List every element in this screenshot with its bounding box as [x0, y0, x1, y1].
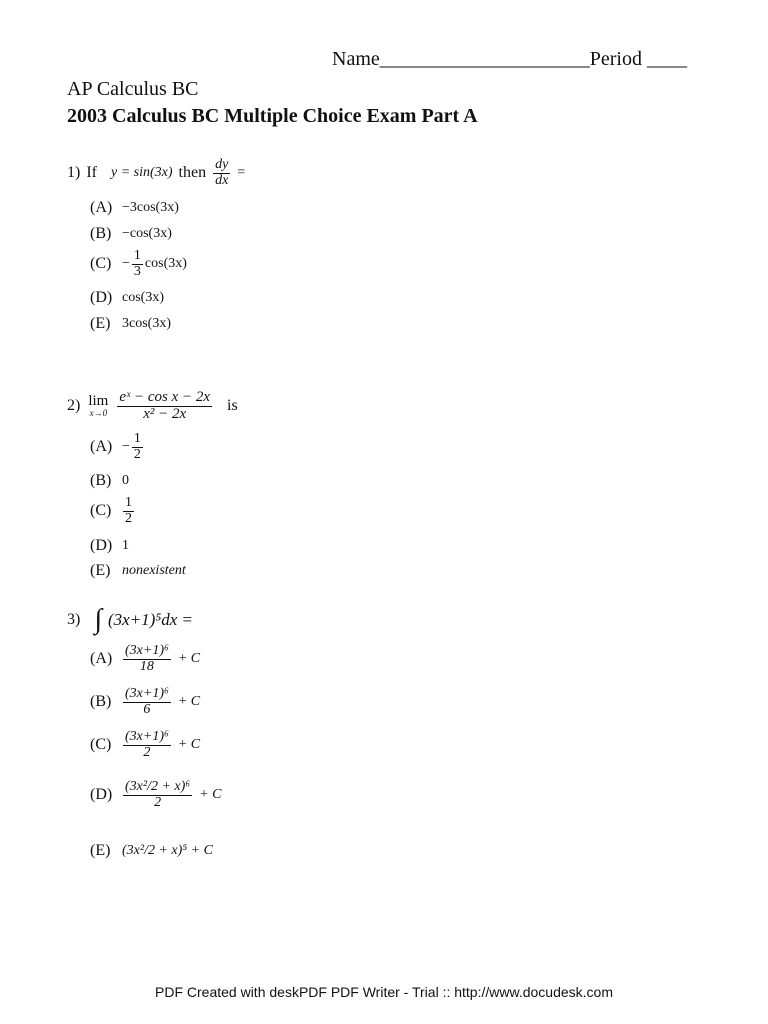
limit-operator [88, 394, 108, 418]
question-lead: If [86, 164, 97, 182]
option-fraction [132, 249, 143, 279]
derivative-fraction [213, 158, 230, 188]
fraction-numerator: (3x²/2 + x)⁶ [125, 779, 191, 794]
limit-label: lim [88, 393, 109, 410]
option-fraction [123, 730, 171, 760]
fraction-denominator: 2 [125, 510, 132, 526]
q3-option-c[interactable] [90, 730, 200, 760]
question-tail: is [227, 397, 238, 415]
option-value: (3x²/2 + x)⁵ + C [122, 843, 213, 858]
question-number: 1) [67, 164, 81, 182]
question-number: 2) [67, 397, 81, 415]
fraction-numerator: (3x+1)⁶ [125, 643, 169, 658]
q3-option-b[interactable] [90, 687, 200, 717]
q3-option-a[interactable] [90, 644, 200, 674]
derivative-denominator: dx [215, 172, 229, 188]
option-label: (A) [90, 199, 113, 216]
q1-option-b[interactable] [90, 225, 172, 243]
integral-expression: (3x+1)⁵dx = [108, 610, 194, 629]
option-label: (C) [90, 736, 112, 754]
option-fraction [123, 496, 134, 526]
q1-option-a[interactable] [90, 199, 179, 217]
question-1 [67, 158, 245, 188]
option-fraction [123, 644, 171, 674]
q1-option-e[interactable] [90, 315, 171, 333]
limit-fraction [117, 390, 212, 423]
fraction-denominator: 18 [139, 658, 154, 674]
q3-option-e[interactable] [90, 842, 213, 860]
course-title: AP Calculus BC [67, 78, 199, 100]
option-value: cos(3x) [122, 290, 164, 305]
option-fraction [123, 687, 171, 717]
option-value: −3cos(3x) [122, 200, 179, 215]
fraction-numerator: 1 [133, 248, 141, 263]
option-label: (E) [90, 315, 111, 332]
option-label: (A) [90, 650, 113, 668]
fraction-denominator: 2 [154, 794, 162, 810]
fraction-numerator: 1 [133, 431, 141, 446]
option-label: (B) [90, 225, 112, 242]
fraction-numerator: (3x+1)⁶ [125, 729, 169, 744]
option-fraction [132, 432, 143, 462]
name-period-line: Name_____________________Period ____ [332, 48, 687, 70]
question-then: then [178, 164, 207, 182]
question-2 [67, 390, 238, 423]
q3-option-d[interactable] [90, 780, 221, 810]
option-label: (B) [90, 472, 112, 489]
option-fraction [123, 780, 192, 810]
option-prefix: − [122, 256, 130, 272]
fraction-denominator: 3 [133, 263, 141, 279]
option-label: (C) [90, 255, 112, 273]
option-label: (C) [90, 502, 112, 520]
option-value: nonexistent [122, 563, 186, 578]
question-number: 3) [67, 611, 81, 628]
derivative-numerator: dy [215, 157, 229, 172]
option-label: (E) [90, 562, 111, 579]
integral-sign: ∫ [94, 604, 102, 635]
option-label: (E) [90, 842, 111, 859]
q2-option-d[interactable] [90, 537, 129, 555]
option-label: (D) [90, 537, 113, 554]
option-label: (A) [90, 438, 113, 456]
option-value: 1 [122, 538, 129, 553]
limit-approach: x→0 [89, 408, 108, 419]
option-label: (B) [90, 693, 112, 711]
option-tail: + C [177, 694, 201, 710]
q1-option-c[interactable] [90, 249, 187, 279]
exam-title: 2003 Calculus BC Multiple Choice Exam Part A [67, 105, 478, 127]
fraction-denominator: 2 [133, 446, 141, 462]
option-value: 0 [122, 473, 129, 488]
q2-option-b[interactable] [90, 472, 129, 490]
question-3 [67, 604, 193, 636]
fraction-numerator: 1 [125, 495, 132, 510]
pdf-watermark-footer: PDF Created with deskPDF PDF Writer - Trial :: http://www.docudesk.com [155, 984, 613, 1000]
fraction-denominator: 6 [143, 701, 151, 717]
option-prefix: − [122, 439, 130, 455]
option-value: −cos(3x) [122, 226, 172, 241]
question-expression: y = sin(3x) [110, 165, 173, 181]
option-tail: + C [177, 737, 201, 753]
q1-option-d[interactable] [90, 289, 164, 307]
option-label: (D) [90, 786, 113, 804]
limit-numerator: eˣ − cos x − 2x [119, 389, 211, 405]
option-value: cos(3x) [144, 256, 187, 272]
limit-denominator: x² − 2x [143, 405, 187, 422]
q2-option-a[interactable] [90, 432, 144, 462]
fraction-denominator: 2 [143, 744, 151, 760]
option-tail: + C [199, 787, 222, 803]
equals-sign: = [237, 165, 246, 181]
option-tail: + C [177, 651, 201, 667]
q2-option-c[interactable] [90, 496, 135, 526]
option-label: (D) [90, 289, 113, 306]
fraction-numerator: (3x+1)⁶ [125, 686, 169, 701]
option-value: 3cos(3x) [122, 316, 171, 331]
q2-option-e[interactable] [90, 562, 186, 580]
